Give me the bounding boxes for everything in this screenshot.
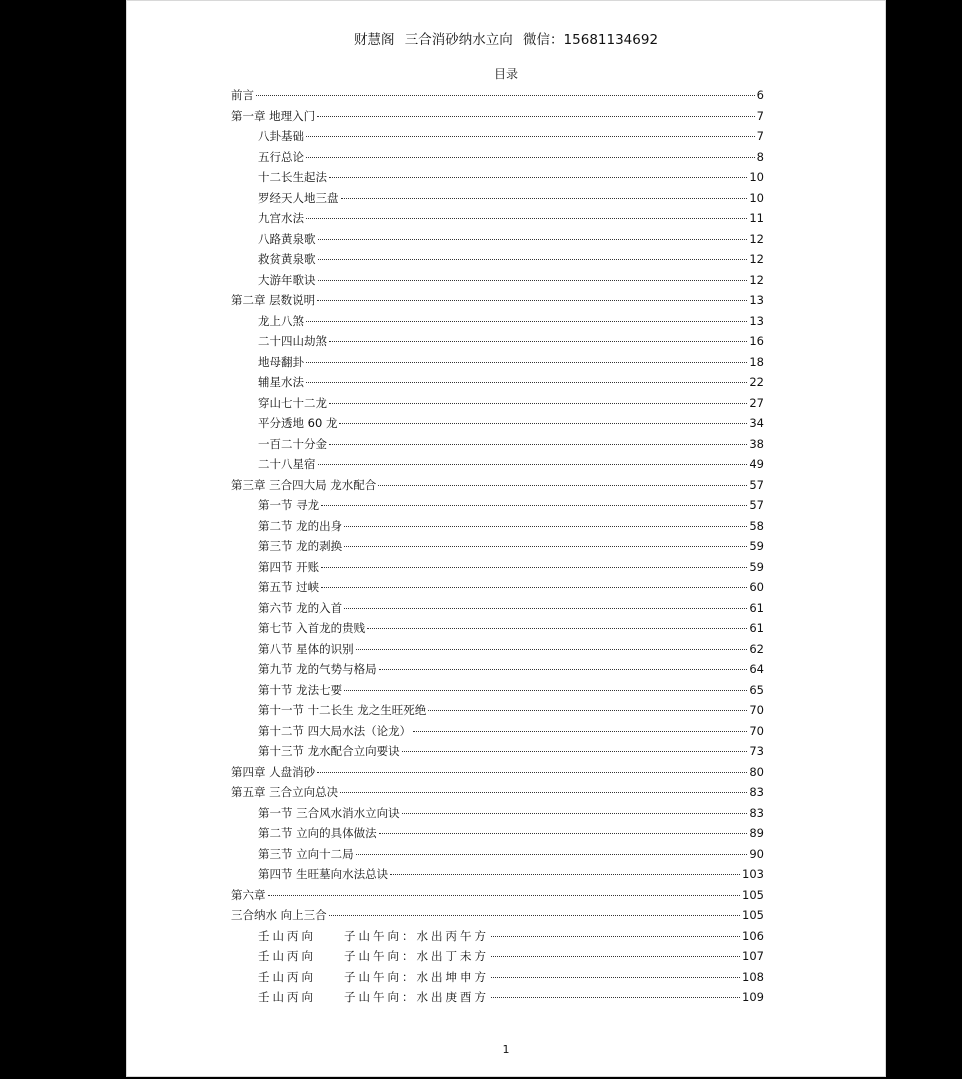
toc-entry-page: 12 bbox=[749, 272, 764, 287]
toc-title: 目录 bbox=[493, 67, 518, 81]
toc-entry-page: 73 bbox=[749, 744, 764, 758]
dot-leader bbox=[306, 157, 755, 158]
toc-entry-page: 60 bbox=[749, 580, 764, 594]
toc-sub-entry[interactable] bbox=[231, 969, 764, 990]
toc-entry-page: 16 bbox=[749, 334, 764, 348]
toc-entry-page: 10 bbox=[749, 170, 764, 184]
toc-entry-label: 八路黄泉歌 bbox=[258, 231, 316, 246]
dot-leader bbox=[390, 874, 740, 875]
toc-entry-page: 65 bbox=[749, 682, 764, 697]
toc-entry-label: 第四节 生旺墓向水法总诀 bbox=[258, 867, 389, 881]
dot-leader bbox=[344, 546, 747, 547]
dot-leader bbox=[306, 382, 747, 383]
toc-entry[interactable] bbox=[231, 805, 764, 826]
toc-sub-entry-label bbox=[231, 969, 489, 985]
toc-sub-entry-direction: 子山午向：水出丙午方 bbox=[344, 928, 489, 943]
dot-leader bbox=[329, 915, 740, 916]
dot-leader bbox=[321, 567, 747, 568]
dot-leader bbox=[356, 854, 748, 855]
dot-leader bbox=[318, 239, 748, 240]
header-contact: 微信：15681134692 bbox=[523, 32, 659, 48]
dot-leader bbox=[402, 813, 748, 814]
toc-entry-page: 34 bbox=[749, 416, 764, 430]
toc-entry-label: 第二节 龙的出身 bbox=[258, 518, 343, 533]
toc-entry-label: 三合纳水 向上三合 bbox=[231, 908, 327, 922]
toc-entry[interactable] bbox=[231, 477, 764, 498]
toc-entry-label: 第一节 寻龙 bbox=[258, 498, 320, 512]
toc-entry-label: 第十一节 十二长生 龙之生旺死绝 bbox=[258, 703, 427, 717]
toc-entry[interactable] bbox=[231, 456, 764, 477]
toc-entry[interactable] bbox=[231, 333, 764, 354]
toc-entry-page: 12 bbox=[749, 231, 764, 246]
toc-sub-entry-page: 106 bbox=[742, 928, 764, 943]
toc-entry-page: 11 bbox=[749, 211, 764, 225]
dot-leader bbox=[306, 218, 747, 219]
dot-leader bbox=[491, 977, 740, 978]
toc-entry-page: 83 bbox=[749, 805, 764, 820]
toc-sub-entry-mountain: 壬山丙向 bbox=[258, 990, 316, 1004]
toc-entry-label: 五行总论 bbox=[258, 149, 304, 164]
dot-leader bbox=[318, 280, 748, 281]
toc-entry-label: 八卦基础 bbox=[258, 129, 304, 143]
toc-entry-label: 第一节 三合风水消水立向诀 bbox=[258, 805, 400, 820]
toc-entry[interactable] bbox=[231, 251, 764, 272]
dot-leader bbox=[321, 587, 747, 588]
toc-entry-label: 地母翻卦 bbox=[258, 354, 304, 369]
toc-entry[interactable] bbox=[231, 210, 764, 231]
toc-entry[interactable] bbox=[231, 538, 764, 559]
toc-entry-page: 27 bbox=[749, 395, 764, 410]
toc-entry[interactable] bbox=[231, 907, 764, 928]
toc-entry-label: 第十三节 龙水配合立向要诀 bbox=[258, 744, 400, 758]
toc-entry[interactable] bbox=[231, 415, 764, 436]
dot-leader bbox=[306, 136, 755, 137]
toc-entry-page: 13 bbox=[749, 313, 764, 328]
toc-entry-label: 第五章 三合立向总决 bbox=[231, 785, 339, 799]
toc-entry-label: 第七节 入首龙的贵贱 bbox=[258, 621, 366, 635]
toc-sub-entry-direction: 子山午向：水出坤申方 bbox=[344, 969, 489, 984]
toc-entry-label: 第十节 龙法七要 bbox=[258, 682, 343, 697]
toc-entry-label: 十二长生起法 bbox=[258, 170, 327, 184]
toc-sub-entry[interactable] bbox=[231, 989, 764, 1010]
toc-entry-page: 18 bbox=[749, 354, 764, 369]
toc-entry[interactable] bbox=[231, 292, 764, 313]
toc-entry-page: 61 bbox=[749, 621, 764, 635]
toc-entry-page: 58 bbox=[749, 518, 764, 533]
toc-entry[interactable] bbox=[231, 497, 764, 518]
toc-entry-page: 59 bbox=[749, 539, 764, 553]
dot-leader bbox=[356, 649, 748, 650]
dot-leader bbox=[268, 895, 741, 896]
toc-sub-entry-label bbox=[231, 928, 489, 944]
toc-entry-label: 二十四山劫煞 bbox=[258, 334, 327, 348]
toc-entry[interactable] bbox=[231, 600, 764, 621]
toc-entry-label: 龙上八煞 bbox=[258, 313, 304, 328]
toc-entry[interactable] bbox=[231, 702, 764, 723]
dot-leader bbox=[318, 259, 748, 260]
toc-entry[interactable] bbox=[231, 87, 764, 108]
toc-entry[interactable] bbox=[231, 395, 764, 416]
header-title: 三合消砂纳水立向 bbox=[404, 32, 513, 48]
page-number: 1 bbox=[502, 1043, 510, 1056]
toc-entry[interactable] bbox=[231, 764, 764, 785]
toc-entry-page: 7 bbox=[756, 108, 764, 123]
dot-leader bbox=[379, 833, 748, 834]
toc-entry[interactable] bbox=[231, 436, 764, 457]
dot-leader bbox=[317, 116, 755, 117]
toc-entry-page: 57 bbox=[749, 477, 764, 492]
toc-entry-page: 105 bbox=[742, 908, 764, 922]
toc-entry-page: 10 bbox=[749, 190, 764, 205]
dot-leader bbox=[344, 526, 747, 527]
dot-leader bbox=[491, 997, 740, 998]
toc-entry[interactable] bbox=[231, 825, 764, 846]
toc-entry-label: 第二节 立向的具体做法 bbox=[258, 826, 377, 840]
toc-entry-label: 大游年歌诀 bbox=[258, 272, 316, 287]
toc-entry[interactable] bbox=[231, 169, 764, 190]
toc-entry[interactable] bbox=[231, 313, 764, 334]
toc-entry[interactable] bbox=[231, 887, 764, 908]
toc-entry-page: 83 bbox=[749, 785, 764, 799]
toc-entry-label: 第十二节 四大局水法（论龙） bbox=[258, 723, 412, 738]
dot-leader bbox=[256, 95, 755, 96]
dot-leader bbox=[379, 669, 748, 670]
toc-entry-page: 38 bbox=[749, 436, 764, 451]
toc-entry-label: 九宫水法 bbox=[258, 211, 304, 225]
dot-leader bbox=[329, 444, 747, 445]
toc-entry-label: 第一章 地理入门 bbox=[231, 108, 316, 123]
toc-entry[interactable] bbox=[231, 661, 764, 682]
dot-leader bbox=[367, 628, 747, 629]
header-brand: 财慧阁 bbox=[353, 32, 395, 48]
toc-entry[interactable] bbox=[231, 128, 764, 149]
toc-entry-label: 第六节 龙的入首 bbox=[258, 600, 343, 615]
dot-leader bbox=[318, 464, 748, 465]
toc-entry-page: 89 bbox=[749, 826, 764, 840]
toc-entry[interactable] bbox=[231, 190, 764, 211]
toc-sub-entry-label bbox=[231, 948, 489, 964]
toc-entry[interactable] bbox=[231, 682, 764, 703]
toc-sub-entry-label bbox=[231, 989, 489, 1005]
toc-entry-label: 罗经天人地三盘 bbox=[258, 190, 339, 205]
toc-entry-page: 70 bbox=[749, 723, 764, 738]
toc-sub-entry-page: 108 bbox=[742, 969, 764, 984]
toc-sub-entry-direction: 子山午向：水出丁未方 bbox=[344, 949, 489, 963]
dot-leader bbox=[402, 751, 748, 752]
toc-sub-entry-direction: 子山午向：水出庚酉方 bbox=[344, 990, 489, 1004]
toc-entry-label: 前言 bbox=[231, 88, 254, 102]
toc-entry-page: 62 bbox=[749, 641, 764, 656]
dot-leader bbox=[339, 423, 747, 424]
toc-entry-label: 辅星水法 bbox=[258, 375, 304, 389]
dot-leader bbox=[306, 321, 747, 322]
dot-leader bbox=[340, 792, 747, 793]
dot-leader bbox=[344, 690, 747, 691]
toc-entry[interactable] bbox=[231, 559, 764, 580]
dot-leader bbox=[329, 341, 747, 342]
dot-leader bbox=[378, 485, 747, 486]
toc-entry-label: 第九节 龙的气势与格局 bbox=[258, 662, 377, 676]
toc-entry[interactable] bbox=[231, 641, 764, 662]
toc-entry-label: 第四节 开账 bbox=[258, 559, 320, 574]
toc-entry-page: 57 bbox=[749, 498, 764, 512]
toc-entry-page: 22 bbox=[749, 375, 764, 389]
document-page bbox=[126, 0, 886, 1077]
toc-entry[interactable] bbox=[231, 231, 764, 252]
toc-entry-label: 第六章 bbox=[231, 887, 266, 902]
dot-leader bbox=[317, 300, 747, 301]
toc-entry-label: 第五节 过峡 bbox=[258, 580, 320, 594]
toc-entry-page: 90 bbox=[749, 846, 764, 861]
toc-entry[interactable] bbox=[231, 743, 764, 764]
toc-entry-page: 61 bbox=[749, 600, 764, 615]
dot-leader bbox=[428, 710, 747, 711]
toc-entry-label: 第三章 三合四大局 龙水配合 bbox=[231, 477, 377, 492]
toc-entry[interactable] bbox=[231, 866, 764, 887]
dot-leader bbox=[344, 608, 747, 609]
toc-entry-label: 二十八星宿 bbox=[258, 457, 316, 471]
toc-sub-entry-mountain: 壬山丙向 bbox=[258, 949, 316, 963]
toc-entry-page: 80 bbox=[749, 764, 764, 779]
toc-entry-label: 第三节 立向十二局 bbox=[258, 846, 354, 861]
toc-entry[interactable] bbox=[231, 374, 764, 395]
dot-leader bbox=[321, 505, 747, 506]
toc-entry-page: 103 bbox=[742, 867, 764, 881]
toc-entry[interactable] bbox=[231, 518, 764, 539]
toc-sub-entry-page: 109 bbox=[742, 990, 764, 1004]
toc-entry[interactable] bbox=[231, 579, 764, 600]
toc-entry-page: 64 bbox=[749, 662, 764, 676]
dot-leader bbox=[329, 403, 747, 404]
toc-entry[interactable] bbox=[231, 354, 764, 375]
dot-leader bbox=[491, 936, 740, 937]
toc-entry[interactable] bbox=[231, 723, 764, 744]
dot-leader bbox=[491, 956, 740, 957]
table-of-contents bbox=[231, 87, 764, 1010]
toc-entry-page: 12 bbox=[749, 252, 764, 266]
toc-entry-page: 8 bbox=[756, 149, 764, 164]
dot-leader bbox=[341, 198, 748, 199]
toc-entry-page: 70 bbox=[749, 703, 764, 717]
toc-entry-label: 穿山七十二龙 bbox=[258, 395, 327, 410]
toc-entry-label: 第四章 人盘消砂 bbox=[231, 764, 316, 779]
toc-entry-label: 第二章 层数说明 bbox=[231, 293, 316, 307]
toc-entry-page: 105 bbox=[742, 887, 764, 902]
page-header bbox=[127, 28, 885, 48]
toc-entry-label: 第三节 龙的剥换 bbox=[258, 539, 343, 553]
toc-entry[interactable] bbox=[231, 108, 764, 129]
dot-leader bbox=[306, 362, 747, 363]
toc-entry-page: 6 bbox=[756, 88, 764, 102]
toc-entry-label: 第八节 星体的识别 bbox=[258, 641, 354, 656]
toc-entry[interactable] bbox=[231, 149, 764, 170]
dot-leader bbox=[317, 772, 747, 773]
toc-entry-label: 一百二十分金 bbox=[258, 436, 327, 451]
toc-entry-label: 平分透地 60 龙 bbox=[258, 416, 338, 430]
toc-entry-page: 49 bbox=[749, 457, 764, 471]
toc-sub-entry[interactable] bbox=[231, 948, 764, 969]
toc-entry[interactable] bbox=[231, 784, 764, 805]
toc-entry-page: 59 bbox=[749, 559, 764, 574]
toc-entry[interactable] bbox=[231, 620, 764, 641]
dot-leader bbox=[329, 177, 747, 178]
toc-entry[interactable] bbox=[231, 272, 764, 293]
toc-entry-label: 救贫黄泉歌 bbox=[258, 252, 316, 266]
toc-entry-page: 7 bbox=[756, 129, 764, 143]
dot-leader bbox=[413, 731, 747, 732]
toc-sub-entry-page: 107 bbox=[742, 949, 764, 963]
toc-sub-entry-mountain: 壬山丙向 bbox=[258, 969, 316, 984]
toc-entry-page: 13 bbox=[749, 293, 764, 307]
toc-sub-entry-mountain: 壬山丙向 bbox=[258, 928, 316, 943]
toc-entry[interactable] bbox=[231, 846, 764, 867]
toc-sub-entry[interactable] bbox=[231, 928, 764, 949]
